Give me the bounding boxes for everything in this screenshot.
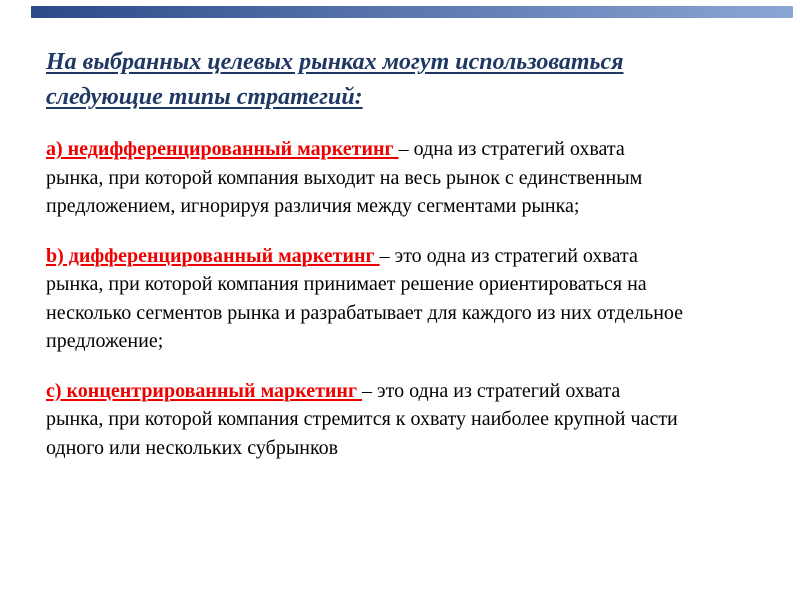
top-accent-bar (31, 6, 793, 18)
paragraph-line: рынка, при которой компания выходит на весь рынок с единственным (46, 166, 643, 189)
paragraph-text: – это одна из стратегий охвата (362, 379, 621, 402)
slide-title-line-2: следующие типы стратегий: (46, 84, 363, 110)
slide-title (46, 45, 771, 115)
paragraph-line: предложением, игнорируя различия между сегментами рынка; (46, 195, 580, 217)
paragraph-line (46, 135, 771, 164)
paragraph-concentrated-marketing (46, 377, 771, 463)
paragraph-line: одного или нескольких субрынков (46, 436, 339, 459)
paragraph-line (46, 242, 771, 271)
paragraph-text: – это одна из стратегий охвата (379, 244, 638, 267)
term-concentrated-marketing: с) концентрированный маркетинг (46, 379, 363, 402)
paragraph-line (46, 377, 771, 406)
term-undifferentiated-marketing: а) недифференцированный маркетинг (46, 138, 399, 160)
paragraph-line: рынка, при которой компания стремится к охвату наиболее крупной части (46, 408, 678, 430)
paragraph-differentiated-marketing (46, 242, 771, 356)
slide-title-line-1: На выбранных целевых рынках могут использоваться (46, 49, 624, 75)
paragraph-line: предложение; (46, 330, 164, 352)
slide-content (46, 45, 771, 483)
paragraph-text: – одна из стратегий охвата (398, 138, 625, 160)
paragraph-line: рынка, при которой компания принимает решение ориентироваться на (46, 273, 647, 295)
term-differentiated-marketing: b) дифференцированный маркетинг (46, 244, 380, 267)
paragraph-line: несколько сегментов рынка и разрабатывает для каждого из них отдельное (46, 301, 684, 324)
paragraph-undifferentiated-marketing (46, 135, 771, 221)
